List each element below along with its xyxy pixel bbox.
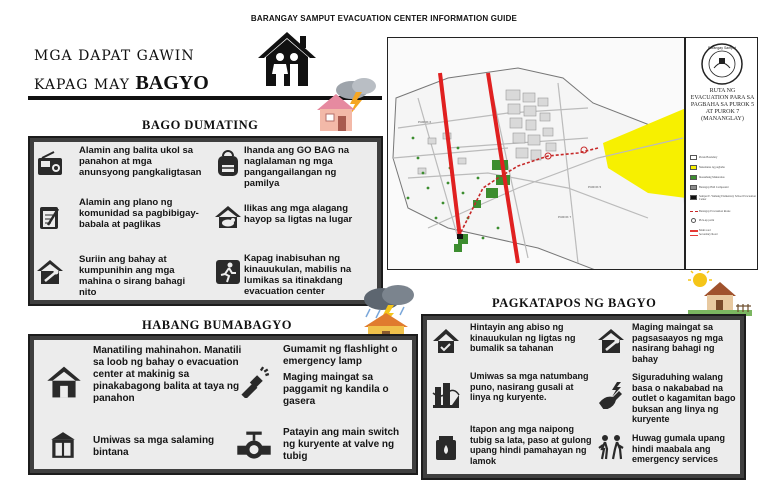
backpack-icon <box>214 150 242 178</box>
water-container-icon <box>432 434 460 462</box>
legend-label-2: Nakadanas ng pagbaha <box>699 166 725 169</box>
seal-text: Barangay Samput <box>707 46 737 50</box>
legend-label-5: Samput E. Yumang Elementary School Evacuation Center <box>699 195 756 202</box>
radio-icon <box>36 150 64 178</box>
habang-item-3-text: Maging maingat sa paggamit ng kandila o gasera <box>283 372 389 407</box>
family-house-icon <box>256 30 318 88</box>
valve-switch-icon <box>236 429 272 465</box>
legend-swatch-hall <box>690 185 697 190</box>
sunny-house-icon <box>688 268 752 318</box>
bago-item-5-text: Suriin ang bahay at kumpunihin ang mga mahina o sirang bahagi nito <box>79 254 186 298</box>
habang-item-2-text: Gumamit ng flashlight o emergency lamp <box>283 344 398 367</box>
legend-swatch-expected <box>690 175 697 180</box>
legend-swatch-route <box>690 211 698 212</box>
house-repair-icon <box>597 327 625 355</box>
bago-item-2-text: Ihanda ang GO BAG na naglalaman ng mga pangangailangan ng pamilya <box>244 145 350 189</box>
habang-item-5-text: Patayin ang main switch ng kuryente at valve ng tubig <box>283 427 400 462</box>
pagkatapos-item-4-text: Siguraduhing walang basa o nakababad na outlet o kagamitan bago buksan ang linya ng kuryente <box>632 372 736 424</box>
animal-shelter-icon <box>214 203 242 231</box>
habang-bumabagyo-title: HABANG BUMABAGYO <box>142 318 293 332</box>
home-safe-icon <box>432 327 460 355</box>
barangay-seal <box>700 42 744 86</box>
house-stay-icon <box>46 364 82 400</box>
legend-swatch-pickup <box>691 218 696 223</box>
legend-label-9: Secondary Road <box>699 233 718 236</box>
legend-label-6: Barangay Evacuation Route <box>699 210 731 213</box>
clipboard-icon <box>36 203 64 231</box>
bago-item-4-text: Ilikas ang mga alagang hayop sa ligtas na lugar <box>244 203 353 225</box>
electric-hand-icon <box>597 381 625 409</box>
pagkatapos-item-2-text: Maging maingat sa pagsasaayos ng mga nasirang bahagi ng bahay <box>632 322 724 364</box>
legend-swatch-main-road <box>690 230 698 232</box>
pagkatapos-item-5-text: Itapon ang mga naipong tubig sa lata, paso at gulong upang hindi pamahayan ng lamok <box>470 424 592 466</box>
pagkatapos-item-1-text: Hintayin ang abiso ng kinauukulan ng ligtas ng bumalik sa tahanan <box>470 322 576 353</box>
storm-house-icon <box>312 76 382 134</box>
habang-item-4-text: Umiwas sa mga salaming bintana <box>93 435 215 458</box>
legend-swatch-purok-boundary <box>690 155 697 160</box>
legend-label-3: Inaasahang Makaranas <box>699 176 725 179</box>
bago-dumating-title: BAGO DUMATING <box>142 118 259 132</box>
evacuate-icon <box>214 258 242 286</box>
bago-item-3-text: Alamin ang plano ng komunidad sa pagbibigay-babala at paglikas <box>79 197 199 230</box>
svg-text:PUROK 7: PUROK 7 <box>558 215 572 219</box>
house-repair-icon <box>36 258 64 286</box>
fallen-lines-icon <box>432 381 460 409</box>
map-title: RUTA NG EVACUATION PARA SA PAGBAHA SA PUROK 5 AT PUROK 7 (MANANGLAY) <box>690 88 755 122</box>
bago-item-6-text: Kapag inabisuhan ng kinauukulan, mabilis na lumikas sa itinakdang evacuation center <box>244 253 352 297</box>
heading-emphasis: BAGYO <box>135 72 209 94</box>
svg-text:PUROK 6: PUROK 6 <box>418 120 432 124</box>
window-icon <box>48 430 78 460</box>
people-walking-icon <box>597 433 625 461</box>
heading-prefix: KAPAG MAY <box>34 77 136 93</box>
legend-label-7: Pick-up point <box>699 219 715 222</box>
document-title: BARANGAY SAMPUT EVACUATION CENTER INFORMATION GUIDE <box>250 14 518 23</box>
legend-label-4: Barangay Hall Compound <box>699 186 729 189</box>
pagkatapos-item-6-text: Huwag gumala upang hindi maabala ang emergency services <box>632 433 726 464</box>
svg-text:PUROK 5: PUROK 5 <box>588 185 602 189</box>
habang-item-1-text: Manatiling mahinahon. Manatili sa loob ng bahay o evacuation center at makinig sa pinakabagong balita at taya ng panahon <box>93 345 242 404</box>
map-drawing <box>388 38 685 270</box>
heading-line-2 <box>34 72 209 95</box>
bago-item-1-text: Alamin ang balita ukol sa panahon at mga anunsyong pangkaligtasan <box>79 145 202 178</box>
legend-swatch-evac-center <box>690 195 697 200</box>
legend-label-8: Main road <box>699 229 711 232</box>
pagkatapos-item-3-text: Umiwas sa mga natumbang puno, nasirang gusali at linya ng kuryente. <box>470 371 589 402</box>
legend-swatch-secondary-road <box>690 235 698 236</box>
heading-line-1: MGA DAPAT GAWIN <box>34 48 195 64</box>
pagkatapos-title: PAGKATAPOS NG BAGYO <box>492 296 657 310</box>
map-legend <box>685 37 758 270</box>
flashlight-icon <box>238 366 270 398</box>
evacuation-map <box>387 37 685 270</box>
legend-swatch-flooded <box>690 165 697 170</box>
legend-label-1: Purok Boundary <box>699 156 718 159</box>
